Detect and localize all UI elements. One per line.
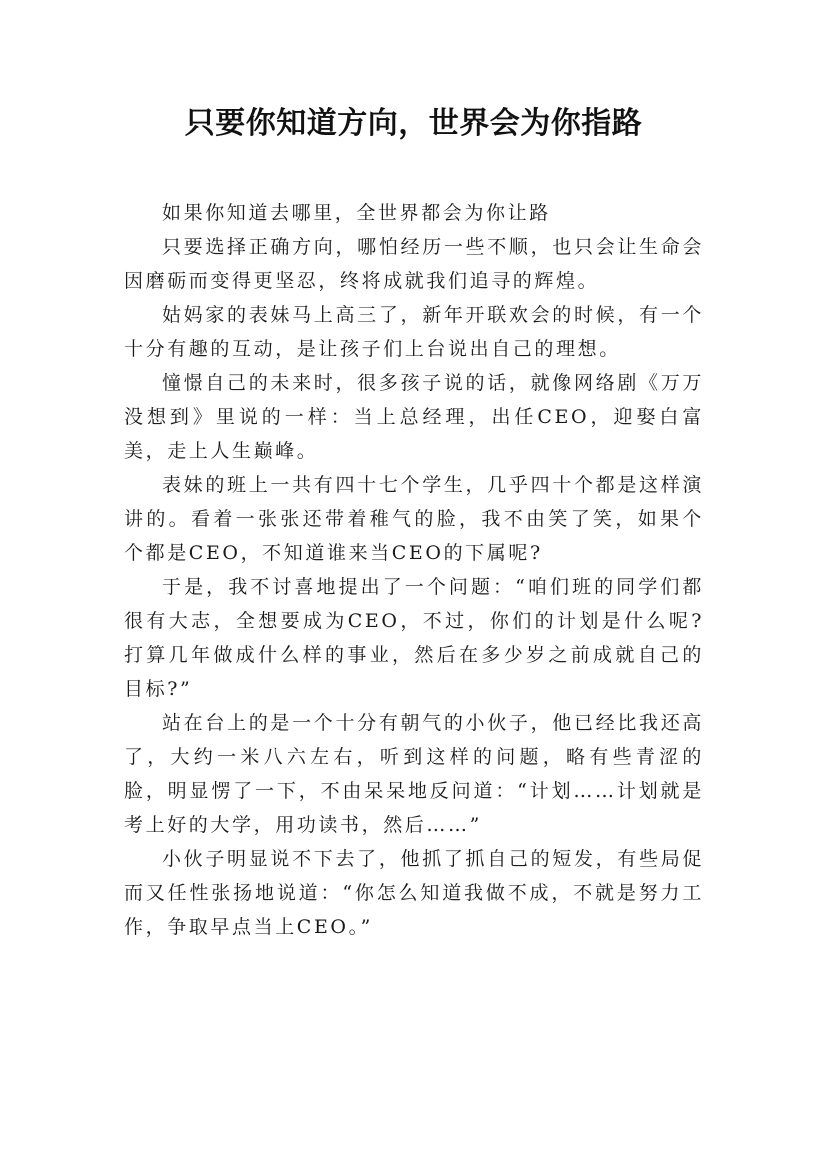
paragraph: 站在台上的是一个十分有朝气的小伙子，他已经比我还高了，大约一米八六左右，听到这样的问题，略有些青涩的脸，明显愣了一下，不由呆呆地反问道：“计划……计划就是考上好的大学，用功读书，然后……”: [124, 712, 704, 836]
paragraph: 于是，我不讨喜地提出了一个问题：“咱们班的同学们都很有大志，全想要成为CEO，不过，你们的计划是什么呢?打算几年做成什么样的事业，然后在多少岁之前成就自己的目标?”: [124, 576, 704, 700]
document-title: 只要你知道方向，世界会为你指路: [184, 106, 643, 141]
paragraph: 憧憬自己的未来时，很多孩子说的话，就像网络剧《万万没想到》里说的一样：当上总经理，出任CEO，迎娶白富美，走上人生巅峰。: [124, 372, 704, 462]
paragraph: 如果你知道去哪里，全世界都会为你让路: [162, 202, 551, 224]
paragraph: 姑妈家的表妹马上高三了，新年开联欢会的时候，有一个十分有趣的互动，是让孩子们上台说出自己的理想。: [124, 304, 704, 360]
document-body: [124, 196, 704, 944]
paragraph: 表妹的班上一共有四十七个学生，几乎四十个都是这样演讲的。看着一张张还带着稚气的脸，我不由笑了笑，如果个个都是CEO，不知道谁来当CEO的下属呢?: [124, 474, 704, 564]
paragraph: 小伙子明显说不下去了，他抓了抓自己的短发，有些局促而又任性张扬地说道：“你怎么知道我做不成，不就是努力工作，争取早点当上CEO。”: [124, 848, 704, 938]
paragraph: 只要选择正确方向，哪怕经历一些不顺，也只会让生命会因磨砺而变得更坚忍，终将成就我们追寻的辉煌。: [124, 236, 704, 292]
